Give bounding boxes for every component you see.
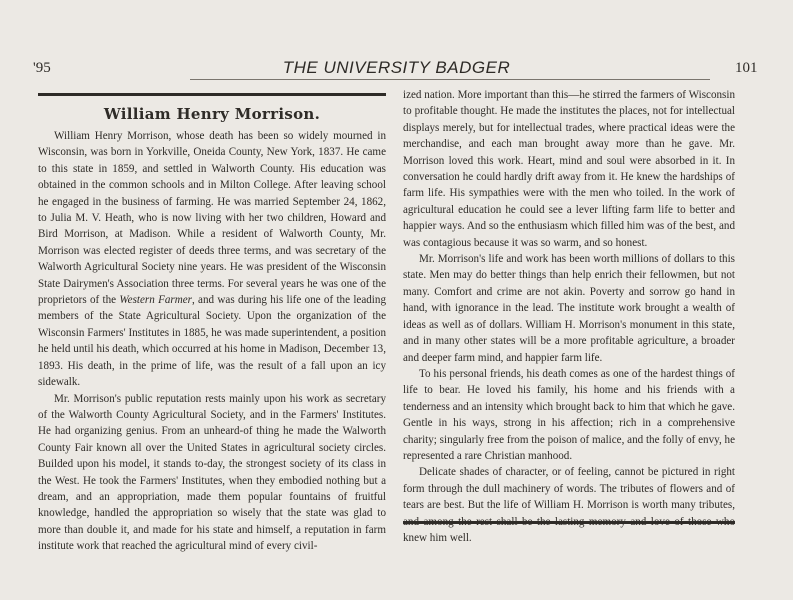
article-title: William Henry Morrison. bbox=[103, 105, 321, 123]
paragraph: Mr. Morrison's life and work has been worth millions of dollars to this state. Men may do better things than help enrich their fellowmen, but not many. Comfort and crime are not akin. Poverty and sorrow go hand in hand, with ignorance in the lead. The institute work brought a wealth of ideas as well as of dollars. William H. Morrison's monument in this state, and in many other states will be a more profitable agriculture, a broader and deeper farm mind, and happier farm life. bbox=[403, 253, 735, 364]
end-rule bbox=[403, 521, 735, 524]
paragraph: Mr. Morrison's public reputation rests mainly upon his work as secretary of the Walworth County Agricultural Society, and in the Farmers' Institutes. He had organizing genius. From an unheard-of thing he made the Walworth County Fair known all over the United States in agricultural society circles. Builded upon his model, it stands to-day, the strongest society of its class in the West. He took the Farmers' Institutes, when they embodied nothing but a dream, and an appropriation, made them popular fountains of fruitful knowledge, handled the appropriation so wisely that the state was glad to more than double it, and made for his state and himself, a reputation in farm institute work that reached the agricultural mind of every civil- bbox=[38, 392, 386, 553]
header-year: '95 bbox=[33, 60, 51, 76]
paragraph: Delicate shades of character, or of feeling, cannot be pictured in right form through the dull machinery of words. The tributes of flowers and of tears are best. But the life of William H. Morrison is worth many tributes, knew him well. bbox=[403, 466, 735, 544]
periodical-title: Western Farmer bbox=[119, 294, 192, 307]
header-title: THE UNIVERSITY BADGER bbox=[282, 58, 511, 77]
header-rule bbox=[190, 79, 710, 80]
left-column bbox=[38, 93, 386, 555]
header-page-number: 101 bbox=[735, 60, 758, 76]
paragraph: To his personal friends, his death comes as one of the hardest things of life to bear. He loved his family, his home and his friends with a tenderness and an intensity which brought back to him that which he gave. Gentle in his ways, strong in his affection; rich in a comprehensive charity; singularly free from the poison of malice, and the folly of envy, he represented a rare Christian manhood. bbox=[403, 367, 735, 462]
title-rule bbox=[38, 93, 386, 96]
paragraph: ized nation. More important than this—he stirred the farmers of Wisconsin to profitable thought. He made the institutes the places, not for intellectual displays merely, but for intellectual trades, where practical ideas were the merchandise, and each man brought away more than he gave. Mr. Morrison loved this work. Heart, mind and soul were absorbed in it. In conversation he could hardly drift away from it. He knew the hardships of farm life. His sympathies were with the men who toiled. In the work of agricultural education he could see a lever lifting farm life to better and happier ways. And so the enthusiasm which filled him was of the best, and was contagious because it was so warm, and so honest. bbox=[403, 89, 735, 249]
page-header bbox=[0, 58, 793, 84]
paragraph: William Henry Morrison, whose death has been so widely mourned in Wisconsin, was born in Yorkville, Oneida County, New York, 1837. He came to this state in 1859, and settled in Walworth County. His education was obtained in the common schools and in Milton College. After leaving school he engaged in the business of farming. He was married September 24, 1862, to Julia M. V. Heath, who is now living with her two children, Howard and Bird Morrison, at Madison. While a resident of Walworth County, Mr. Morrison was elected register of deeds three terms, and was secretary of the Walworth Agricultural Society nine years. He was president of the Wisconsin State Dairymen's Association three terms. For several years he was one of the proprietors of the Western Farmer, and was during his life one of the leading members of the State Agricultural Society. Upon the organization of the Wisconsin Farmers' Institutes in 1885, he was made superintendent, a position he held until his death, which occurred at his home in Madison, December 13, 1893. His death, in the prime of life, was the result of a fall upon an icy sidewalk. bbox=[38, 130, 386, 389]
right-column bbox=[403, 87, 735, 546]
